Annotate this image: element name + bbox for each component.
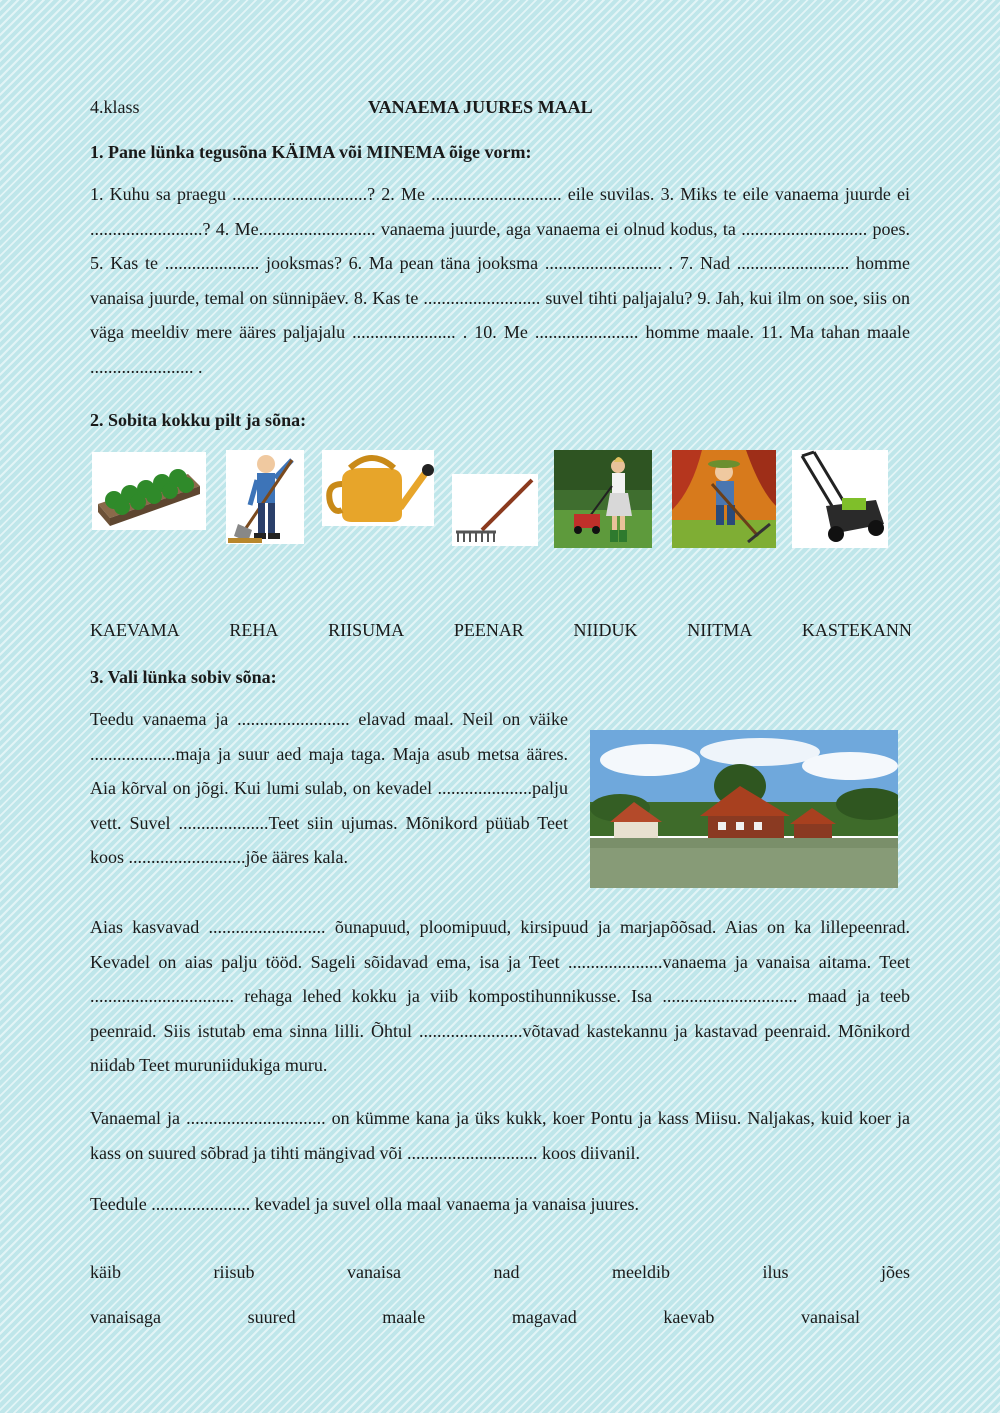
- task3-heading: 3. Vali lünka sobiv sõna:: [90, 667, 277, 687]
- lawn-mower-icon: [792, 450, 888, 548]
- grade-label: 4.klass: [90, 97, 140, 117]
- task2-word-row: [90, 620, 912, 641]
- watering-can-icon: [322, 450, 434, 526]
- word-bank-item: magavad: [511, 1307, 577, 1327]
- word-bank-item: vanaisaga: [90, 1307, 161, 1327]
- task2-word: RIISUMA: [328, 620, 405, 640]
- task2-word: NIIDUK: [573, 620, 638, 640]
- raking-man-icon: [672, 450, 776, 548]
- task1-heading: 1. Pane lünka tegusõna KÄIMA või MINEMA õige vorm:: [90, 142, 532, 162]
- word-bank-item: riisub: [213, 1262, 255, 1282]
- word-bank-row-2: [90, 1307, 860, 1328]
- page-title: VANAEMA JUURES MAAL: [368, 97, 593, 117]
- task2-word: KASTEKANN: [801, 620, 912, 640]
- digging-man-icon: [226, 450, 304, 544]
- word-bank-item: käib: [90, 1262, 121, 1282]
- word-bank-item: maale: [382, 1307, 426, 1327]
- word-bank-row-1: [90, 1262, 910, 1283]
- task2-heading: 2. Sobita kokku pilt ja sõna:: [90, 410, 307, 430]
- word-bank-item: vanaisal: [801, 1307, 860, 1327]
- word-bank-item: vanaisa: [347, 1262, 401, 1282]
- word-bank-item: suured: [247, 1307, 296, 1327]
- task2-word: NIITMA: [687, 620, 753, 640]
- word-bank-item: jões: [881, 1262, 910, 1282]
- house-by-river-photo: [590, 730, 898, 888]
- task3-paragraph-4: Teedule ...................... kevadel ja suvel olla maal vanaema ja vanaisa juures.: [90, 1194, 640, 1214]
- task1-text: 1. Kuhu sa praegu ..............................? 2. Me ............................. eile suvilas. 3. Miks te eile vanaema juurde ei .........................? 4. Me.......................... vanaema juurde, aga vanaema ei olnud kodus, ta ............................ poes. 5. Kas te ..................... jooksmas? 6. Ma pean täna jooksma .......................... . 7. Nad ......................... homme vanaisa juurde, temal on sünnipäev. 8. Kas te .......................... suvel tihti paljajalu? 9. Jah, kui ilm on soe, siis on väga meeldiv mere ääres paljajalu ....................... . 10. Me ....................... homme maale. 11. Ma tahan maale ....................... .: [90, 184, 910, 377]
- task2-word: PEENAR: [453, 620, 524, 640]
- word-bank-item: nad: [493, 1262, 520, 1282]
- word-bank-item: meeldib: [612, 1262, 670, 1282]
- task3-paragraph-1: Teedu vanaema ja ......................... elavad maal. Neil on väike ...................maja ja suur aed maja taga. Maja asub metsa ääres. Aia kõrval on jõgi. Kui lumi sulab, on kevadel .....................palju vett. Suvel ....................Teet siin ujumas. Mõnikord püüab Teet koos ..........................jõe ääres kala.: [90, 709, 568, 868]
- task2-word: REHA: [229, 620, 279, 640]
- rake-icon: [452, 474, 538, 546]
- flower-bed-icon: [92, 452, 206, 530]
- task3-paragraph-2: Aias kasvavad .......................... õunapuud, ploomipuud, kirsipuud ja marjapõõsad. Aias on ka lillepeenrad. Kevadel on aias palju tööd. Sageli sõidavad ema, isa ja Teet .....................vanaema ja vanaisa aitama. Teet ................................ rehaga lehed kokku ja viib kompostihunnikusse. Isa .............................. maad ja teeb peenraid. Siis istutab ema sinna lilli. Õhtul .......................võtavad kastekannu ja kastavad peenraid. Mõnikord niidab Teet muruniidukiga muru.: [90, 917, 910, 1076]
- woman-mowing-icon: [554, 450, 652, 548]
- task2-word: KAEVAMA: [90, 620, 180, 640]
- word-bank-item: ilus: [762, 1262, 789, 1282]
- word-bank-item: kaevab: [663, 1307, 715, 1327]
- task3-paragraph-3: Vanaemal ja ............................... on kümme kana ja üks kukk, koer Pontu ja kass Miisu. Naljakas, kuid koer ja kass on suured sõbrad ja tihti mängivad või ............................. koos diivanil.: [90, 1108, 910, 1163]
